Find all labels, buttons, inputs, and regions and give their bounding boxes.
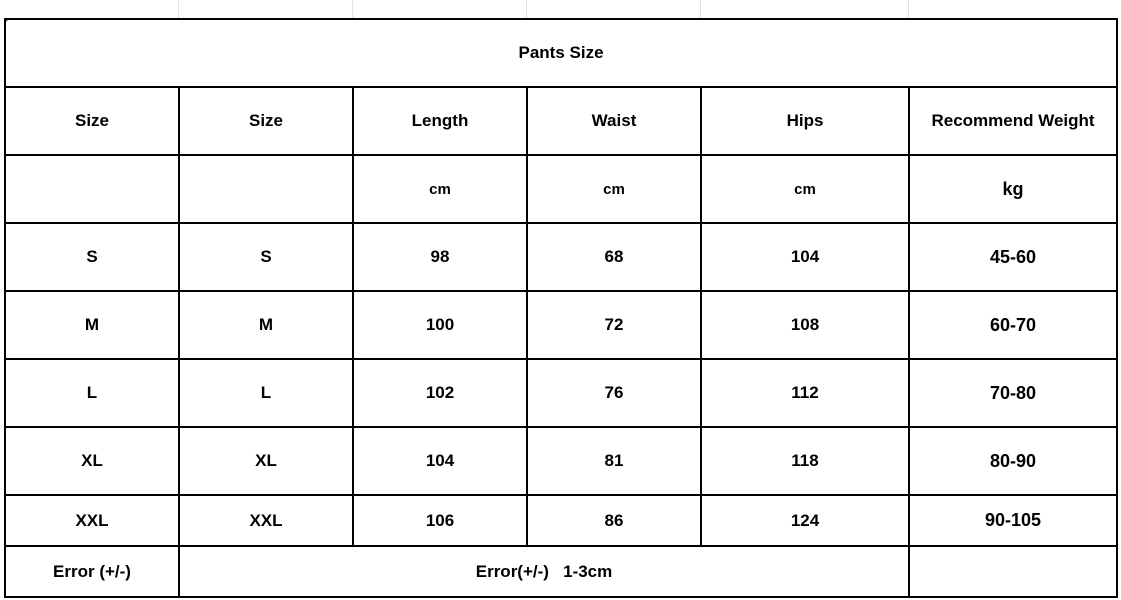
table-cell: 104 [353, 427, 527, 495]
table-cell: XXL [179, 495, 353, 546]
error-row [5, 546, 1117, 597]
table-row [5, 495, 1117, 546]
table-cell: 100 [353, 291, 527, 359]
table-cell: 76 [527, 359, 701, 427]
unit-cell [5, 155, 179, 223]
table-cell: 106 [353, 495, 527, 546]
table-cell: S [179, 223, 353, 291]
table-cell: 81 [527, 427, 701, 495]
table-cell: 86 [527, 495, 701, 546]
table-cell: 90-105 [909, 495, 1117, 546]
unit-cell: cm [701, 155, 909, 223]
error-value: Error(+/-) 1-3cm [179, 546, 909, 597]
table-cell: 80-90 [909, 427, 1117, 495]
table-cell: 68 [527, 223, 701, 291]
table-cell: L [5, 359, 179, 427]
empty-cell [909, 546, 1117, 597]
table-cell: 108 [701, 291, 909, 359]
unit-cell: cm [353, 155, 527, 223]
table-cell: M [5, 291, 179, 359]
table-cell: 104 [701, 223, 909, 291]
table-cell: XXL [5, 495, 179, 546]
table-cell: 124 [701, 495, 909, 546]
table-cell: 98 [353, 223, 527, 291]
error-label: Error (+/-) [5, 546, 179, 597]
table-cell: 72 [527, 291, 701, 359]
table-row [5, 427, 1117, 495]
unit-row [5, 155, 1117, 223]
unit-cell: cm [527, 155, 701, 223]
table-cell: 112 [701, 359, 909, 427]
table-cell: L [179, 359, 353, 427]
table-cell: S [5, 223, 179, 291]
header-cell: Waist [527, 87, 701, 155]
table-row [5, 223, 1117, 291]
spreadsheet-gridlines [0, 0, 1121, 18]
table-cell: 60-70 [909, 291, 1117, 359]
table-cell: 70-80 [909, 359, 1117, 427]
unit-cell: kg [909, 155, 1117, 223]
table-cell: XL [179, 427, 353, 495]
table-cell: M [179, 291, 353, 359]
unit-cell [179, 155, 353, 223]
table-row [5, 359, 1117, 427]
header-row [5, 87, 1117, 155]
title-row [5, 19, 1117, 87]
pants-size-table [4, 18, 1118, 598]
header-cell: Size [5, 87, 179, 155]
header-cell: Hips [701, 87, 909, 155]
header-cell: Recommend Weight [909, 87, 1117, 155]
table-cell: 102 [353, 359, 527, 427]
table-cell: 45-60 [909, 223, 1117, 291]
table-row [5, 291, 1117, 359]
header-cell: Size [179, 87, 353, 155]
table-cell: 118 [701, 427, 909, 495]
header-cell: Length [353, 87, 527, 155]
table-cell: XL [5, 427, 179, 495]
table-title: Pants Size [5, 19, 1117, 87]
